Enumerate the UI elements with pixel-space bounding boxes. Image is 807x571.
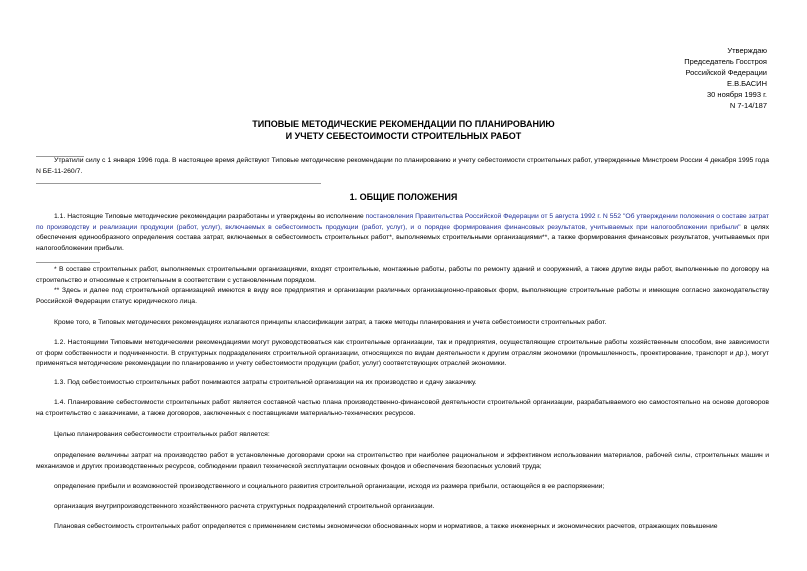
resolution-link[interactable]: постановления Правительства Российской Федерации от 5 августа 1992 г. N 552 "Об утверждении положения о составе затрат по производству и реализации продукции (работ, услуг), включаемых в себестоимость продукции (работ, услуг), и о порядке формирования финансовых результатов, учитываемых при налогообложении прибыли" [36,213,769,231]
paragraph-text: 1.1. Настоящие Типовые методические рекомендации разработаны и утверждены во исполнение [54,213,366,220]
paragraph-text: в целях обеспечения единообразного определения состава затрат, включаемых в себестоимость строительных работ*, выполняемых строительными организациями**, а также формирования финансовых результатов, учитываемых при налогообложении прибыли. [36,223,770,252]
paragraph: определение прибыли и возможностей производственного и социального развития строительной организации, исходя из размера прибыли, остающейся в ее распоряжении; [54,483,605,490]
footnote-divider [36,262,100,263]
paragraph: определение величины затрат на производство работ в установленные договорами сроки на строительство при наиболее рациональном и эффективном использовании материалов, рабочей силы, строительных машин и механизмов и других производственных ресурсов, соблюдении правил технической эксплуатации основных фондов и обеспечения безопасных условий труда; [36,452,769,470]
paragraph-1-1 [36,212,769,254]
section-heading: 1. ОБЩИЕ ПОЛОЖЕНИЯ [349,192,458,202]
paragraph-1-2: 1.2. Настоящими Типовыми методическими рекомендациями могут руководствоваться как строительные организации, так и предприятия, осуществляющие строительные работы хозяйственным способом, вне зависимости от форм собственности и подчиненности. В структурных подразделениях строительной организации, относящихся по видам деятельности к другим отраслям экономики (промышленность, проектирование, транспорт и др.), могут применяться методические рекомендации по планированию и учету себестоимости продукции (работ, услуг) соответствующих отраслей экономики. [36,339,769,367]
approval-line: N 7-14/187 [729,101,767,110]
approval-line: Е.В.БАСИН [727,79,767,88]
footnote-1: * В составе строительных работ, выполняемых строительными организациями, входят строительные, монтажные работы, работы по ремонту зданий и сооружений, а также другие виды работ, выполненные по договору на строительство и относимые к строительным в соответствии с установленным порядком. [36,266,769,284]
document-title [0,119,807,142]
paragraph: Кроме того, в Типовых методических рекомендациях излагаются принципы классификации затрат, а также методы планирования и учета себестоимости строительных работ. [54,319,607,326]
paragraph: Плановая себестоимость строительных работ определяется с применением системы экономически обоснованных норм и нормативов, а также инженерных и экономических расчетов, отражающих повышение [54,523,718,530]
title-line: ТИПОВЫЕ МЕТОДИЧЕСКИЕ РЕКОМЕНДАЦИИ ПО ПЛАНИРОВАНИЮ [252,119,555,129]
title-line: И УЧЕТУ СЕБЕСТОИМОСТИ СТРОИТЕЛЬНЫХ РАБОТ [285,130,522,141]
approval-block [684,45,767,111]
paragraph: Целью планирования себестоимости строительных работ является: [54,431,270,438]
paragraph: организация внутрипроизводственного хозяйственного расчета структурных подразделений строительной организации. [54,503,435,510]
divider [36,183,321,184]
approval-line: Утверждаю [727,46,767,55]
repeal-note: Утратили силу с 1 января 1996 года. В настоящее время действуют Типовые методические рекомендации по планированию и учету себестоимости строительных работ, утвержденные Минстроем России 4 декабря 1995 года N БЕ-11-260/7. [36,157,769,175]
paragraph-1-4: 1.4. Планирование себестоимости строительных работ является составной частью плана производственно-финансовой деятельности строительной организации, разрабатываемого ею самостоятельно на основе договоров на строительство с заказчиками, а также договоров, заключенных с поставщиками материально-технических ресурсов. [36,399,769,417]
paragraph-1-3: 1.3. Под себестоимостью строительных работ понимаются затраты строительной организации на их производство и сдачу заказчику. [54,379,477,386]
footnote-2: ** Здесь и далее под строительной организацией имеются в виду все предприятия и организации различных организационно-правовых форм, выполняющие строительные работы и имеющие согласно законодательству Российской Федерации статус юридического лица. [36,287,769,305]
approval-line: 30 ноября 1993 г. [707,90,767,99]
approval-line: Российской Федерации [685,68,767,77]
approval-line: Председатель Госстроя [684,57,767,66]
